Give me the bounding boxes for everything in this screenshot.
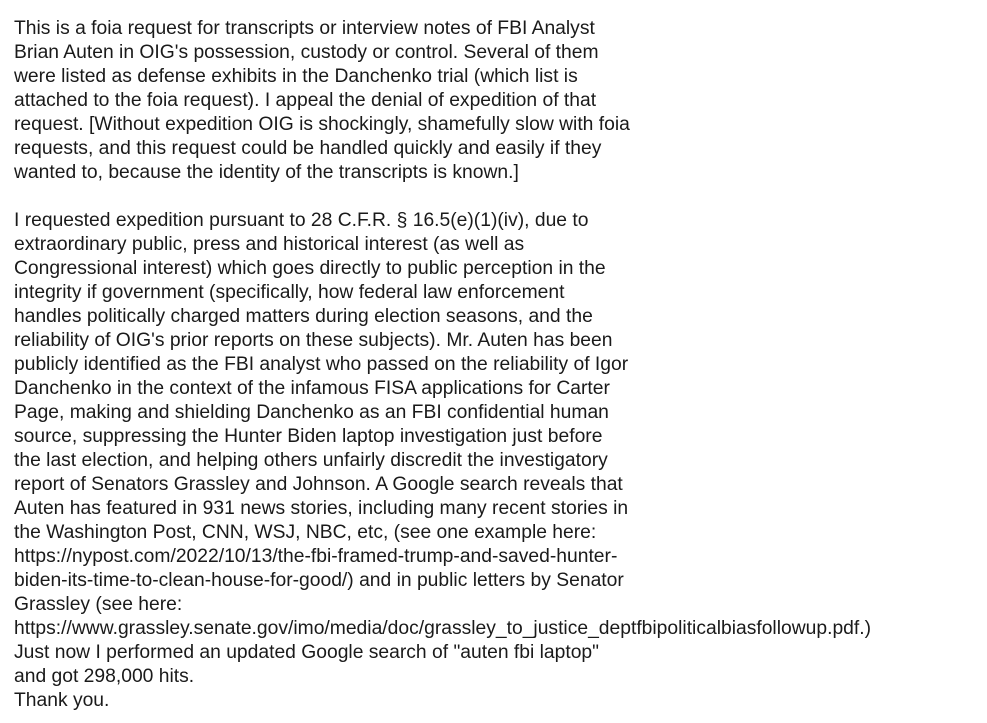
text-line: I requested expedition pursuant to 28 C.F.R. § 16.5(e)(1)(iv), due to (14, 210, 589, 231)
text-line: the Washington Post, CNN, WSJ, NBC, etc, (see one example here: (14, 522, 597, 543)
text-line: report of Senators Grassley and Johnson. A Google search reveals that (14, 474, 623, 495)
text-line: biden-its-time-to-clean-house-for-good/) and in public letters by Senator (14, 570, 624, 591)
text-line-nypost-url: https://nypost.com/2022/10/13/the-fbi-framed-trump-and-saved-hunter- (14, 546, 618, 567)
text-line: reliability of OIG's prior reports on these subjects). Mr. Auten has been (14, 330, 613, 351)
text-line: Auten has featured in 931 news stories, including many recent stories in (14, 498, 629, 519)
text-line: requests, and this request could be handled quickly and easily if they (14, 138, 602, 159)
text-line: handles politically charged matters during election seasons, and the (14, 306, 593, 327)
text-line: were listed as defense exhibits in the Danchenko trial (which list is (14, 66, 578, 87)
text-line: source, suppressing the Hunter Biden laptop investigation just before (14, 426, 603, 447)
text-line: Danchenko in the context of the infamous FISA applications for Carter (14, 378, 610, 399)
text-line: Congressional interest) which goes directly to public perception in the (14, 258, 606, 279)
text-line: publicly identified as the FBI analyst who passed on the reliability of Igor (14, 354, 629, 375)
text-line: Grassley (see here: (14, 594, 183, 615)
text-line-grassley-url: https://www.grassley.senate.gov/imo/media/doc/grassley_to_justice_deptfbipoliticalbiasfollowup.pdf.) (14, 618, 872, 639)
text-line: This is a foia request for transcripts or interview notes of FBI Analyst (14, 18, 595, 39)
text-line: request. [Without expedition OIG is shockingly, shamefully slow with foia (14, 114, 630, 135)
paragraph-spacer (14, 185, 871, 209)
text-line: attached to the foia request). I appeal the denial of expedition of that (14, 90, 597, 111)
paragraph-foia-request (14, 17, 871, 185)
document-body (14, 17, 871, 713)
text-line: wanted to, because the identity of the transcripts is known.] (14, 162, 519, 183)
text-line: extraordinary public, press and historical interest (as well as (14, 234, 525, 255)
paragraph-expedition-justification (14, 209, 871, 713)
text-line: Page, making and shielding Danchenko as an FBI confidential human (14, 402, 609, 423)
text-line: Just now I performed an updated Google search of "auten fbi laptop" (14, 642, 599, 663)
closing-line: Thank you. (14, 690, 110, 711)
text-line: and got 298,000 hits. (14, 666, 195, 687)
text-line: Brian Auten in OIG's possession, custody or control. Several of them (14, 42, 599, 63)
text-line: the last election, and helping others unfairly discredit the investigatory (14, 450, 608, 471)
text-line: integrity if government (specifically, how federal law enforcement (14, 282, 565, 303)
